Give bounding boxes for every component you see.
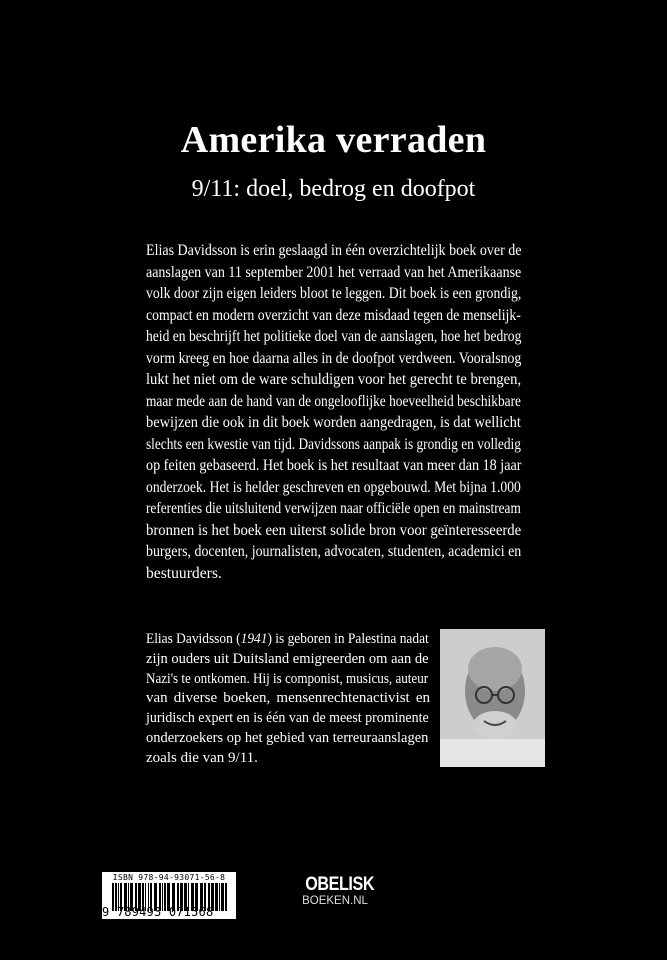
bio-line: Nazi's te ontkomen. Hij is componist, musicus, auteur	[146, 670, 429, 687]
blurb-line: Elias Davidsson is erin geslaagd in één overzichtelijk boek over de	[146, 242, 522, 259]
bio-line: zijn ouders uit Duitsland emigreerden om aan de	[146, 650, 429, 667]
blurb-line: slechts een kwestie van tijd. Davidssons aanpak is grondig en volledig	[146, 435, 521, 453]
book-subtitle: 9/11: doel, bedrog en doofpot	[191, 176, 476, 202]
birth-year: 1941	[240, 631, 268, 647]
blurb-line: burgers, docenten, journalisten, advocaten, studenten, academici en	[146, 543, 522, 560]
blurb-line: lukt het niet om de ware schuldigen voor het gerecht te brengen,	[146, 371, 522, 388]
blurb-line: onderzoek. Het is helder geschreven en opgebouwd. Met bijna 1.000	[146, 478, 521, 496]
bio-line	[146, 630, 429, 650]
author-bio	[146, 630, 430, 769]
book-title: Amerika verraden	[180, 119, 487, 161]
bio-text: ) is geboren in Palestina nadat	[267, 631, 429, 647]
isbn-label: ISBN 978-94-93071-56-8	[112, 873, 226, 882]
bio-line: juridisch expert en is één van de meest prominente	[146, 710, 429, 727]
blurb-line: volk door zijn eigen leiders bloot te leggen. Dit boek is een grondig,	[146, 285, 522, 302]
blurb-line: referenties die uitsluitend verwijzen naar officiële open en mainstream	[146, 500, 521, 517]
logo-wordmark: OBELISK	[305, 874, 375, 895]
blurb-line: bewijzen die ook in dit boek worden aangedragen, is dat wellicht	[146, 414, 521, 431]
blurb-line: compact en modern overzicht van deze misdaad tegen de menselijk-	[146, 306, 521, 324]
bio-line: onderzoekers op het gebied van terreuraanslagen	[146, 729, 429, 746]
barcode-digits: 9 789493 071568	[102, 905, 214, 919]
blurb-line: vorm kreeg en hoe daarna alles in de doofpot verdween. Vooralsnog	[146, 349, 522, 367]
blurb-line: aanslagen van 11 september 2001 het verraad van het Amerikaanse	[146, 263, 522, 281]
blurb-line: op feiten gebaseerd. Het boek is het resultaat van meer dan 18 jaar	[146, 457, 522, 474]
blurb-line: heid en beschrijft het politieke doel van de aanslagen, hoe het bedrog	[146, 328, 522, 345]
publisher-logo	[300, 874, 375, 907]
isbn-barcode	[102, 872, 236, 919]
bio-line: zoals die van 9/11.	[146, 749, 258, 766]
blurb-line: bronnen is het boek een uiterst solide bron voor geïnteresseerde	[146, 521, 522, 539]
bio-text: Elias Davidsson (	[146, 631, 241, 647]
logo-website: BOEKEN.NL	[302, 895, 368, 907]
blurb-paragraph	[146, 240, 523, 584]
blurb-line: maar mede aan de hand van de ongelooflijke hoeveelheid beschikbare	[146, 392, 522, 410]
bio-line: van diverse boeken, mensenrechtenactivist en	[146, 690, 430, 707]
blurb-line: bestuurders.	[146, 564, 222, 582]
author-photo	[440, 629, 545, 767]
